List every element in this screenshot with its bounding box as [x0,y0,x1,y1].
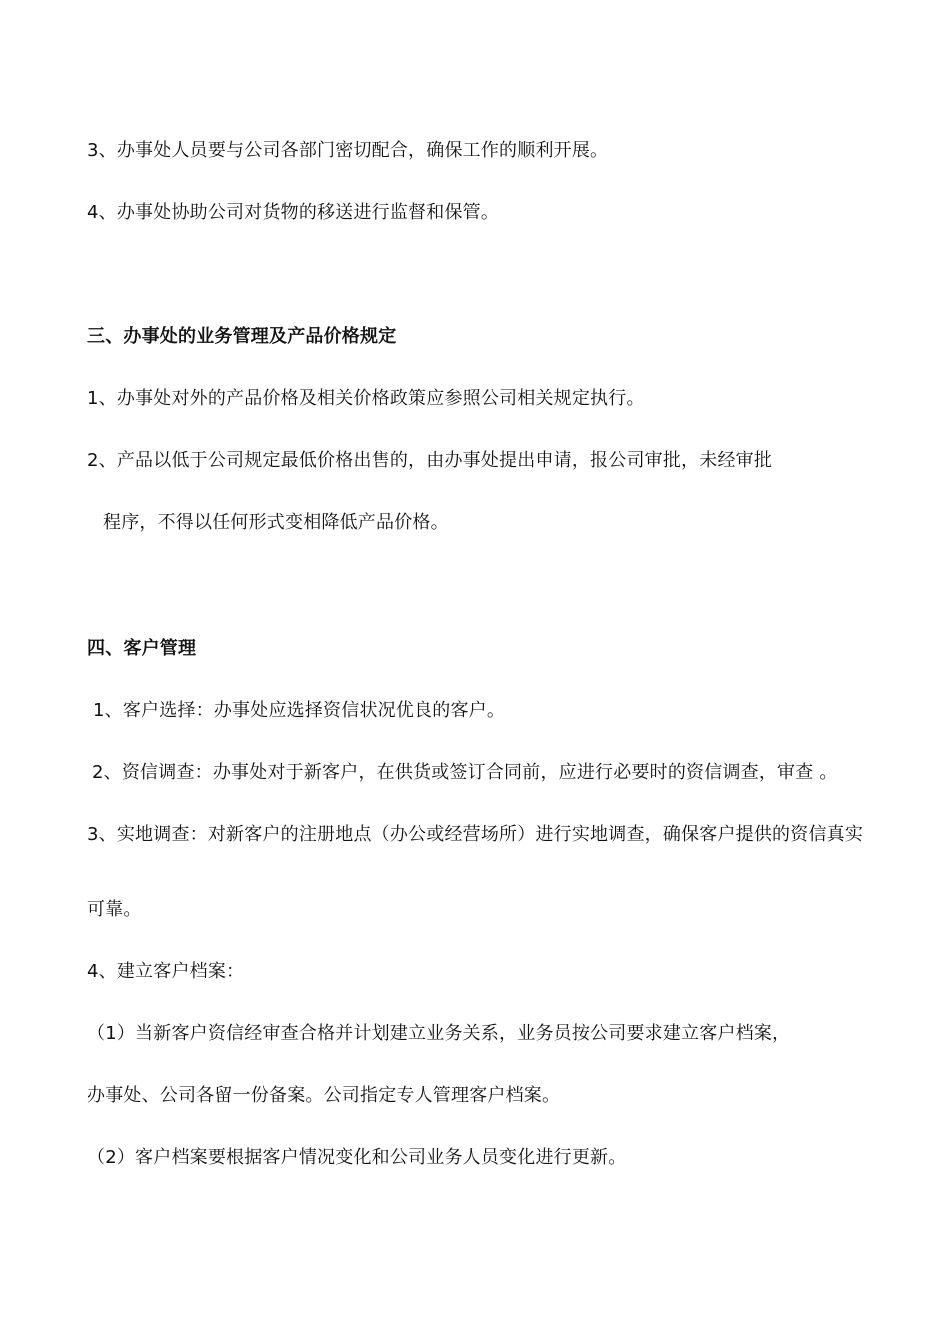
section4-item-1: 1、客户选择：办事处应选择资信状况优良的客户。 [93,700,506,721]
section4-item-3-line2: 可靠。 [87,899,142,920]
section2-item-3: 3、办事处人员要与公司各部门密切配合，确保工作的顺利开展。 [87,140,609,161]
section4-item-3-line1: 3、实地调查：对新客户的注册地点（办公或经营场所）进行实地调查，确保客户提供的资信真实 [87,824,864,845]
section4-item-4-sub2: （2）客户档案要根据客户情况变化和公司业务人员变化进行更新。 [87,1147,627,1168]
section4-heading: 四、客户管理 [87,638,197,659]
section4-item-4-sub1-line1: （1）当新客户资信经审查合格并计划建立业务关系，业务员按公司要求建立客户档案， [87,1023,791,1044]
section4-item-4-sub1-line2: 办事处、公司各留一份备案。公司指定专人管理客户档案。 [87,1085,561,1106]
section4-item-4: 4、建立客户档案： [87,961,245,982]
section3-heading: 三、办事处的业务管理及产品价格规定 [87,326,397,347]
section2-item-4: 4、办事处协助公司对货物的移送进行监督和保管。 [87,202,500,223]
section3-item-2-line1: 2、产品以低于公司规定最低价格出售的，由办事处提出申请，报公司审批，未经审批 [87,450,773,471]
section3-item-2-line2: 程序，不得以任何形式变相降低产品价格。 [103,512,449,533]
section4-item-2: 2、资信调查：办事处对于新客户，在供货或签订合同前，应进行必要时的资信调查，审查 。 [92,762,838,783]
section3-item-1: 1、办事处对外的产品价格及相关价格政策应参照公司相关规定执行。 [87,388,645,409]
